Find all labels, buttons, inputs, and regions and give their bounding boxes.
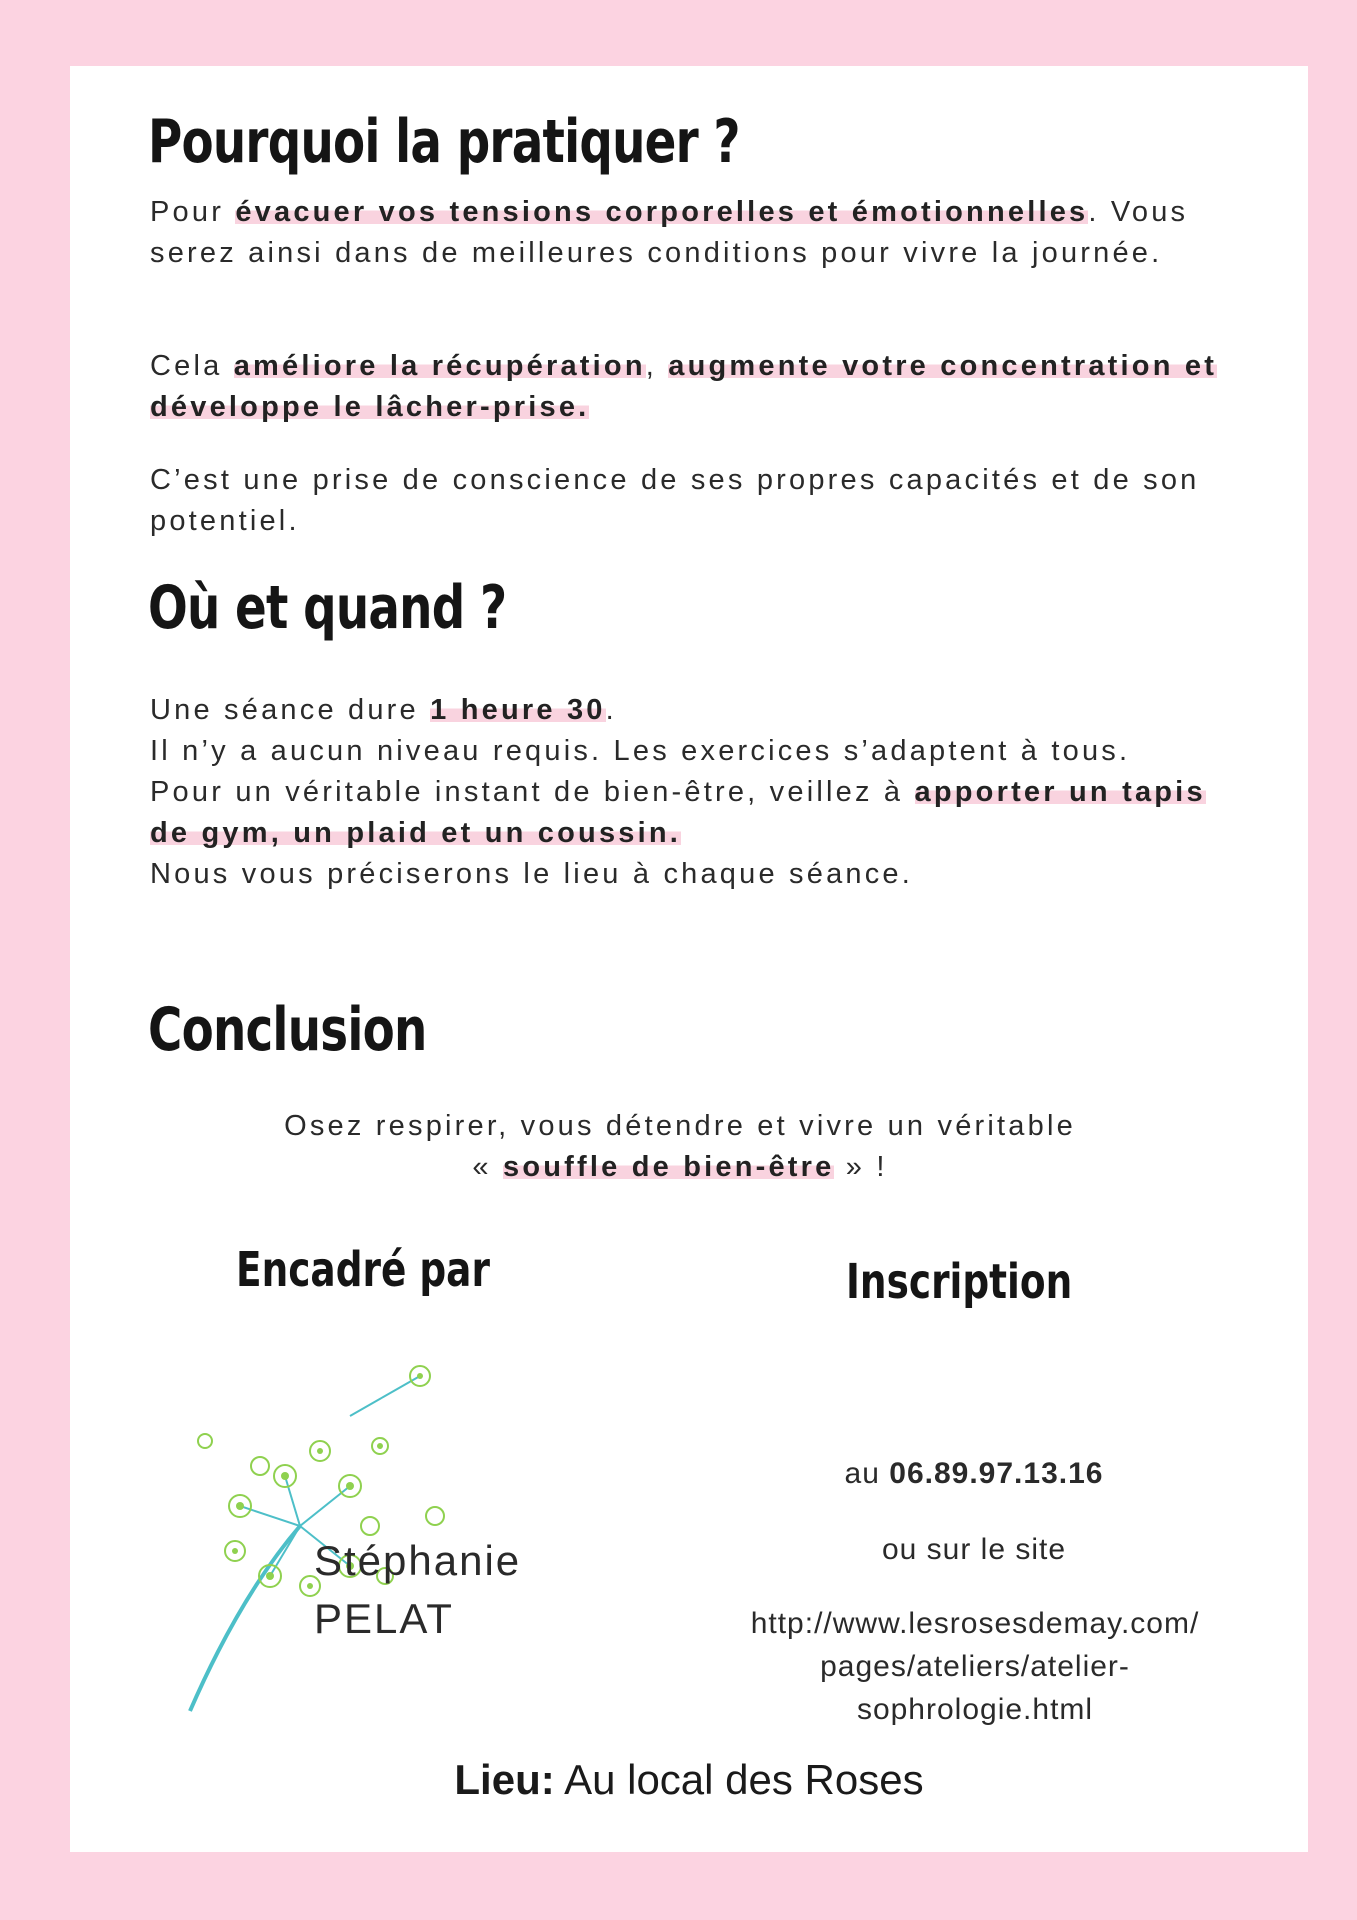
location-footer [70,1756,1308,1804]
website-link[interactable] [670,1602,1280,1731]
phone-line [674,1452,1274,1495]
url-line: pages/ateliers/atelier- [820,1650,1130,1683]
text: » ! [834,1151,888,1183]
phone-number[interactable]: 06.89.97.13.16 [889,1457,1104,1490]
text: Osez respirer, vous détendre et vivre un véritable [284,1110,1076,1142]
text: Cela [150,350,234,382]
last-name: PELAT [314,1595,454,1642]
equipment-line [150,772,1230,854]
text: . [605,694,617,726]
highlight: évacuer vos tensions corporelles et émotionnelles [235,196,1089,228]
text: . [1088,196,1100,228]
location-label: Lieu: [454,1756,555,1803]
conclusion-text [150,1106,1210,1188]
highlight: apporter un tapis de gym, un plaid et un coussin. [150,776,1206,849]
duration-line [150,690,1230,731]
highlight: souffle de bien-être [502,1151,835,1183]
why-paragraph-1 [150,192,1230,274]
site-label: ou sur le site [881,1533,1067,1566]
heading-inscription: Inscription [846,1254,1073,1310]
location-line: Nous vous préciserons le lieu à chaque séance. [150,858,914,890]
text: Pour un véritable instant de bien-être, veillez à [150,776,915,808]
dandelion-illustration [180,1336,470,1716]
heading-where-when: Où et quand ? [148,573,507,643]
url-line: http://www.lesrosesdemay.com/ [750,1607,1200,1640]
highlight: 1 heure 30 [430,694,606,726]
where-when-block [150,690,1230,895]
text: , [645,350,669,382]
highlight: améliore la récupération [233,350,646,382]
level-line: Il n’y a aucun niveau requis. Les exercices s’adaptent à tous. [150,735,1131,767]
instructor-name [314,1532,521,1648]
text: au [844,1457,890,1490]
heading-why: Pourquoi la pratiquer ? [148,107,740,177]
quote-line [150,1147,1210,1188]
url-line: sophrologie.html [856,1693,1094,1726]
first-name: Stéphanie [314,1537,522,1584]
text: Une séance dure [150,694,431,726]
text: Pour [150,196,236,228]
why-paragraph-3: C’est une prise de conscience de ses propres capacités et de son potentiel. [150,464,1200,537]
location-value: Au local des Roses [554,1756,924,1803]
heading-encadre: Encadré par [236,1242,490,1298]
heading-conclusion: Conclusion [148,995,427,1065]
highlight: augmente votre concentration et développe le lâcher-prise. [150,350,1218,423]
flyer-page [70,66,1308,1852]
why-paragraph-2 [150,346,1230,428]
text: « [472,1151,503,1183]
text: Vous serez ainsi dans de meilleures conditions pour vivre la journée. [150,196,1189,269]
